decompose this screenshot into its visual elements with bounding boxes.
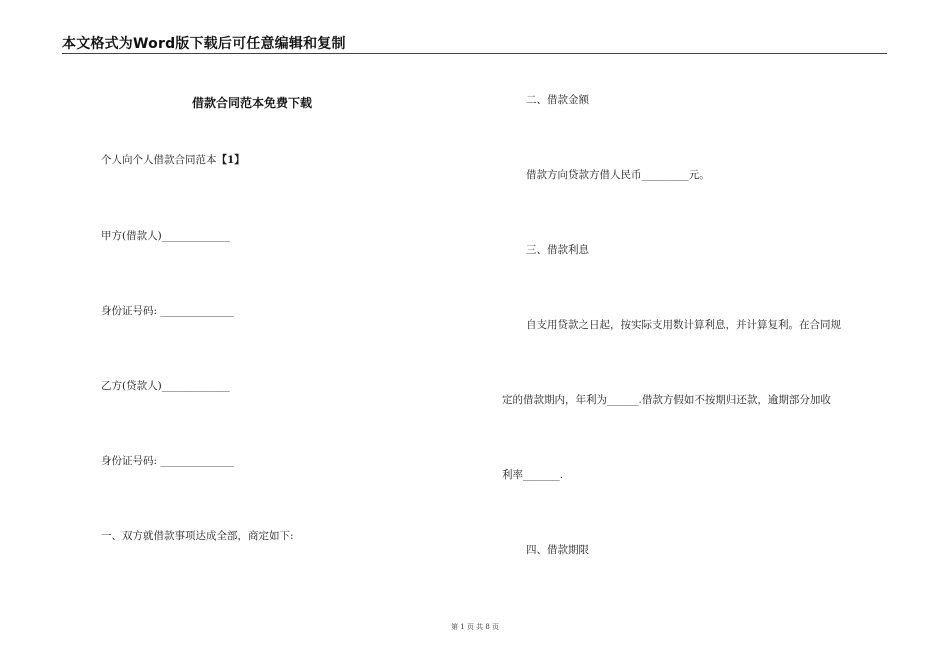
party-b-id-line: 身份证号码: ______________	[101, 455, 234, 467]
contract-subtitle-number: 【1】	[216, 154, 245, 166]
page-header-title: 本文格式为Word版下载后可任意编辑和复制	[62, 36, 346, 52]
contract-subtitle	[101, 153, 245, 167]
party-a-id-line: 身份证号码: ______________	[101, 305, 234, 317]
contract-subtitle-text: 个人向个人借款合同范本	[101, 154, 217, 166]
section-2-heading: 二、借款金额	[526, 94, 589, 106]
document-title: 借款合同范本免费下载	[192, 96, 313, 110]
section-3-heading: 三、借款利息	[526, 244, 589, 256]
clause-1-line: 一、双方就借款事项达成全部，商定如下:	[101, 530, 294, 542]
header-divider	[62, 53, 887, 54]
interest-line-2: 定的借款期内，年利为______.借款方假如不按期归还款，逾期部分加收	[502, 394, 831, 406]
loan-amount-line: 借款方向贷款方借人民币_________元。	[526, 169, 710, 181]
interest-line-3: 利率_______.	[502, 469, 564, 481]
section-4-heading: 四、借款期限	[526, 544, 589, 556]
interest-line-1: 自支用贷款之日起，按实际支用数计算利息，并计算复利。在合同规	[526, 319, 841, 331]
party-b-line: 乙方(贷款人)_____________	[101, 380, 230, 392]
party-a-line: 甲方(借款人)_____________	[101, 230, 230, 242]
page-number-footer: 第 1 页 共 8 页	[450, 623, 500, 631]
